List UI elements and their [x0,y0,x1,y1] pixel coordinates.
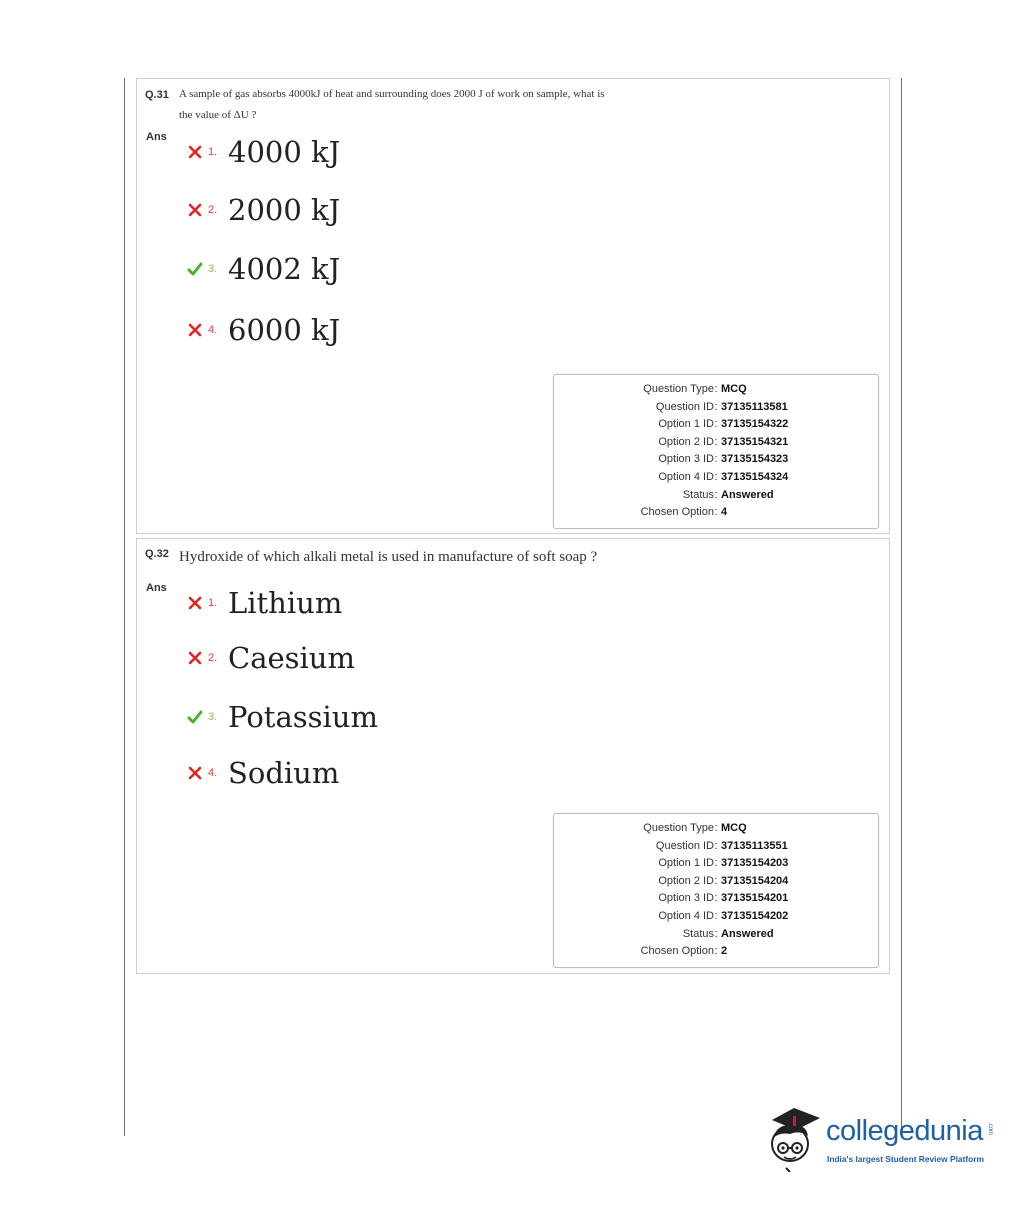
question-number: Q.32 [145,548,169,560]
answer-label: Ans [146,131,167,143]
option-number: 4. [208,767,218,779]
meta-separator: : [714,839,718,852]
cross-icon [187,322,203,338]
meta-label: Question Type [643,822,714,834]
meta-value: 37135154202 [721,909,789,922]
meta-separator: : [714,383,718,395]
meta-separator: : [714,400,718,413]
question-text-line1: A sample of gas absorbs 4000kJ of heat and surrounding does 2000 J of work on sample, what is [179,88,605,100]
meta-separator: : [714,488,718,501]
meta-value: Answered [721,927,774,940]
page-margin-line-right [901,78,902,1136]
page-margin-line-left [124,78,125,1136]
meta-value: 37135154323 [721,453,789,466]
meta-value: MCQ [721,383,747,395]
meta-row-option-3-id [554,453,878,471]
meta-row-chosen-option [554,945,878,963]
check-icon [187,709,203,725]
meta-label: Question ID [655,839,714,852]
question-text-line2: the value of ΔU ? [179,109,257,121]
meta-separator: : [714,470,718,483]
cross-icon [187,765,203,781]
meta-row-status [554,489,878,507]
meta-value: 4 [721,506,728,519]
meta-row-option-2-id [554,875,878,893]
question-number: Q.31 [145,89,169,101]
brand-tagline: India's largest Student Review Platform [827,1154,984,1164]
meta-row-option-4-id [554,471,878,489]
meta-label: Question Type [643,383,714,395]
cross-icon [187,144,203,160]
option-number: 2. [208,204,218,216]
meta-label: Option 2 ID [658,874,714,887]
cross-icon [187,202,203,218]
question-card-31 [136,78,890,534]
cross-icon [187,650,203,666]
meta-separator: : [714,909,718,922]
meta-value: 37135154321 [721,435,789,448]
meta-value: 37135113551 [721,839,788,852]
option-3 [187,697,378,737]
meta-value: 37135154204 [721,874,789,887]
option-text: 4000 kJ [228,135,341,169]
question-metadata-panel [553,374,879,529]
meta-label: Option 4 ID [658,909,714,922]
option-text: 6000 kJ [228,313,341,347]
option-text: 2000 kJ [228,193,341,227]
option-text: Lithium [228,586,343,620]
brand-name: collegedunia [826,1115,983,1147]
option-4 [187,310,340,350]
meta-label: Chosen Option [640,506,714,519]
meta-value: 37135113581 [721,400,788,413]
check-icon [187,261,203,277]
question-text-line1: Hydroxide of which alkali metal is used in manufacture of soft soap ? [179,549,598,565]
option-number: 1. [208,146,218,158]
meta-value: 37135154201 [721,892,789,905]
collegedunia-logo [764,1102,996,1172]
meta-value: 37135154203 [721,857,789,870]
meta-separator: : [714,453,718,466]
mascot-icon [764,1102,824,1172]
meta-label: Chosen Option [640,945,714,958]
meta-label: Option 1 ID [658,857,714,870]
meta-row-option-1-id [554,857,878,875]
meta-value: 37135154322 [721,418,789,431]
meta-separator: : [714,822,718,834]
meta-separator: : [714,874,718,887]
meta-separator: : [714,857,718,870]
meta-separator: : [714,945,718,958]
option-number: 4. [208,324,218,336]
meta-label: Option 2 ID [658,435,714,448]
meta-row-option-1-id [554,418,878,436]
option-number: 3. [208,711,218,723]
meta-row-option-2-id [554,436,878,454]
meta-label: Option 3 ID [658,453,714,466]
meta-label: Status [682,927,714,940]
meta-separator: : [714,927,718,940]
answer-label: Ans [146,582,167,594]
option-4 [187,753,339,793]
option-2 [187,638,355,678]
meta-separator: : [714,892,718,905]
meta-row-option-4-id [554,910,878,928]
meta-separator: : [714,435,718,448]
meta-row-question-type [554,822,878,840]
option-number: 3. [208,263,218,275]
meta-separator: : [714,418,718,431]
question-card-32 [136,538,890,974]
meta-value: 37135154324 [721,470,789,483]
meta-label: Question ID [655,400,714,413]
brand-suffix: .com [987,1122,993,1136]
meta-label: Status [682,488,714,501]
option-1 [187,583,342,623]
meta-label: Option 4 ID [658,470,714,483]
option-text: Potassium [228,700,378,734]
meta-row-chosen-option [554,506,878,524]
meta-row-option-3-id [554,892,878,910]
option-1 [187,132,340,172]
cross-icon [187,595,203,611]
option-text: Sodium [228,756,340,790]
meta-value: Answered [721,488,774,501]
option-number: 1. [208,597,218,609]
meta-row-question-id [554,840,878,858]
option-text: Caesium [228,641,355,675]
meta-label: Option 1 ID [658,418,714,431]
meta-value: 2 [721,945,728,958]
option-3 [187,249,340,289]
meta-label: Option 3 ID [658,892,714,905]
option-2 [187,190,340,230]
meta-row-status [554,928,878,946]
meta-row-question-type [554,383,878,401]
meta-row-question-id [554,401,878,419]
option-number: 2. [208,652,218,664]
question-metadata-panel [553,813,879,968]
meta-separator: : [714,506,718,519]
meta-value: MCQ [721,822,747,834]
option-text: 4002 kJ [228,252,341,286]
